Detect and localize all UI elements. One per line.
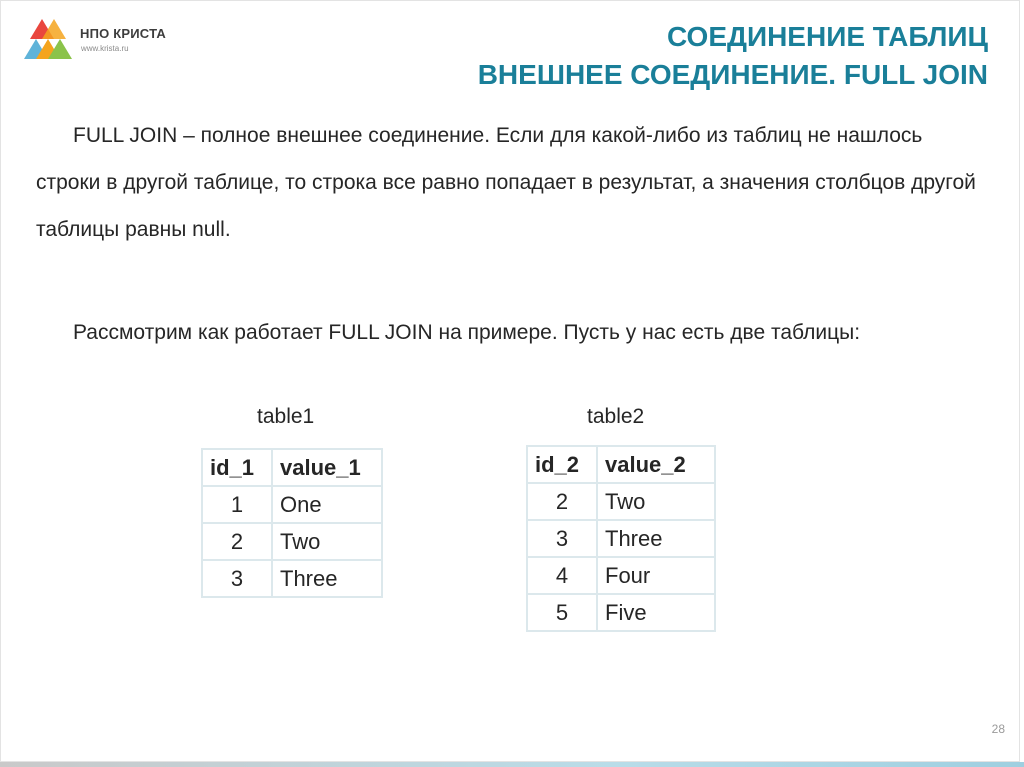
table-cell: 1 [202, 486, 272, 523]
paragraph-example: Рассмотрим как работает FULL JOIN на примере. Пусть у нас есть две таблицы: [73, 321, 861, 344]
table-row [202, 560, 382, 597]
logo-name: НПО КРИСТА [80, 26, 166, 41]
table-cell: Three [597, 520, 715, 557]
table-row [527, 520, 715, 557]
logo [24, 17, 194, 61]
table2 [526, 445, 716, 632]
table1-caption: table1 [257, 405, 315, 428]
table-cell: Two [597, 483, 715, 520]
table-header-cell: id_1 [202, 449, 272, 486]
table-row [202, 523, 382, 560]
slide-title-line1: СОЕДИНЕНИЕ ТАБЛИЦ [667, 21, 988, 52]
table-cell: 3 [202, 560, 272, 597]
table-header-row [202, 449, 382, 486]
slide-title [478, 18, 988, 94]
paragraph-definition: FULL JOIN – полное внешнее соединение. Если для какой-либо из таблиц не нашлось строки в другой таблице, то строка все равно попадает в результат, а значения столбцов другой таблицы равны null. [36, 124, 976, 241]
table1 [201, 448, 383, 598]
bottom-strip [0, 762, 1024, 767]
table-row [527, 594, 715, 631]
table-row [527, 483, 715, 520]
table-header-cell: value_1 [272, 449, 382, 486]
page-number: 28 [991, 722, 1005, 736]
table-row [527, 557, 715, 594]
table-cell: 2 [202, 523, 272, 560]
table-cell: 5 [527, 594, 597, 631]
table-cell: Four [597, 557, 715, 594]
slide-title-line2: ВНЕШНЕЕ СОЕДИНЕНИЕ. FULL JOIN [477, 59, 988, 90]
table-cell: 4 [527, 557, 597, 594]
table-cell: 3 [527, 520, 597, 557]
table-header-row [527, 446, 715, 483]
table-header-cell: value_2 [597, 446, 715, 483]
table-header-cell: id_2 [527, 446, 597, 483]
table-row [202, 486, 382, 523]
table-cell: One [272, 486, 382, 523]
table-cell: Two [272, 523, 382, 560]
logo-url: www.krista.ru [81, 44, 129, 53]
logo-triangles-icon [24, 17, 76, 61]
table2-caption: table2 [587, 405, 645, 428]
table-cell: Five [597, 594, 715, 631]
table-cell: Three [272, 560, 382, 597]
table-cell: 2 [527, 483, 597, 520]
